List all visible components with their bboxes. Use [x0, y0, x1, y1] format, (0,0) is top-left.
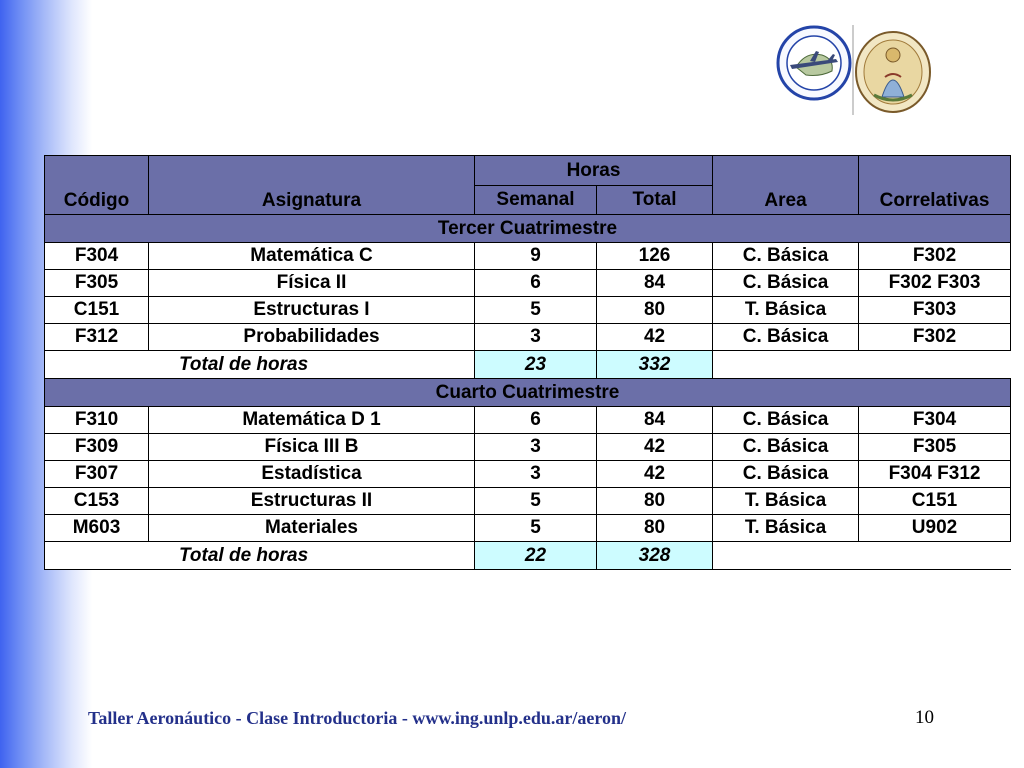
cell-area: T. Básica — [713, 515, 859, 542]
cell-asignatura: Matemática C — [149, 243, 475, 270]
cell-asignatura: Física III B — [149, 434, 475, 461]
table-row — [45, 515, 1011, 542]
section-title: Cuarto Cuatrimestre — [45, 379, 1011, 407]
total-total: 332 — [597, 351, 713, 379]
cell-correlativas: F305 — [859, 434, 1011, 461]
cell-total: 80 — [597, 515, 713, 542]
total-row — [45, 351, 1011, 379]
cell-asignatura: Estructuras II — [149, 488, 475, 515]
cell-correlativas: F304 — [859, 407, 1011, 434]
footer-text: Taller Aeronáutico - Clase Introductoria - www.ing.unlp.edu.ar/aeron/ — [88, 708, 627, 728]
cell-correlativas: C151 — [859, 488, 1011, 515]
cell-area: C. Básica — [713, 324, 859, 351]
cell-codigo: C153 — [45, 488, 149, 515]
table-row — [45, 488, 1011, 515]
total-total: 328 — [597, 542, 713, 570]
cell-asignatura: Estadística — [149, 461, 475, 488]
university-seal-logo — [852, 25, 932, 115]
cell-correlativas: F303 — [859, 297, 1011, 324]
table-row — [45, 324, 1011, 351]
page-number: 10 — [915, 707, 934, 728]
cell-codigo: M603 — [45, 515, 149, 542]
cell-total: 84 — [597, 270, 713, 297]
cell-area: C. Básica — [713, 407, 859, 434]
cell-codigo: F309 — [45, 434, 149, 461]
table-row — [45, 461, 1011, 488]
cell-asignatura: Materiales — [149, 515, 475, 542]
cell-area: C. Básica — [713, 434, 859, 461]
cell-total: 80 — [597, 297, 713, 324]
header-codigo: Código — [45, 156, 149, 215]
total-semanal: 22 — [475, 542, 597, 570]
aeronautics-department-logo — [776, 25, 852, 101]
cell-total: 80 — [597, 488, 713, 515]
cell-area: C. Básica — [713, 243, 859, 270]
cell-codigo: F312 — [45, 324, 149, 351]
cell-area: T. Básica — [713, 297, 859, 324]
cell-total: 84 — [597, 407, 713, 434]
cell-area: T. Básica — [713, 488, 859, 515]
table-row — [45, 434, 1011, 461]
cell-semanal: 3 — [475, 434, 597, 461]
cell-area: C. Básica — [713, 461, 859, 488]
header-area: Area — [713, 156, 859, 215]
total-label: Total de horas — [45, 542, 475, 570]
table-row — [45, 407, 1011, 434]
cell-codigo: F307 — [45, 461, 149, 488]
cell-codigo: F305 — [45, 270, 149, 297]
total-label: Total de horas — [45, 351, 475, 379]
header-total: Total — [597, 186, 713, 215]
cell-asignatura: Estructuras I — [149, 297, 475, 324]
section-header-row — [45, 379, 1011, 407]
section-title: Tercer Cuatrimestre — [45, 215, 1011, 243]
header-correlativas: Correlativas — [859, 156, 1011, 215]
cell-total: 42 — [597, 461, 713, 488]
header-semanal: Semanal — [475, 186, 597, 215]
cell-correlativas: F304 F312 — [859, 461, 1011, 488]
table-row — [45, 243, 1011, 270]
cell-codigo: C151 — [45, 297, 149, 324]
cell-codigo: F304 — [45, 243, 149, 270]
header-horas: Horas — [475, 156, 713, 186]
total-blank — [713, 351, 1011, 379]
header-asignatura: Asignatura — [149, 156, 475, 215]
cell-semanal: 5 — [475, 297, 597, 324]
total-row — [45, 542, 1011, 570]
cell-total: 42 — [597, 434, 713, 461]
cell-codigo: F310 — [45, 407, 149, 434]
table-row — [45, 297, 1011, 324]
course-plan-table — [44, 155, 1011, 570]
section-header-row — [45, 215, 1011, 243]
cell-asignatura: Matemática D 1 — [149, 407, 475, 434]
cell-semanal: 6 — [475, 407, 597, 434]
cell-correlativas: F302 F303 — [859, 270, 1011, 297]
total-blank — [713, 542, 1011, 570]
total-semanal: 23 — [475, 351, 597, 379]
cell-area: C. Básica — [713, 270, 859, 297]
cell-asignatura: Física II — [149, 270, 475, 297]
cell-total: 42 — [597, 324, 713, 351]
cell-semanal: 5 — [475, 515, 597, 542]
cell-total: 126 — [597, 243, 713, 270]
cell-semanal: 3 — [475, 461, 597, 488]
cell-correlativas: U902 — [859, 515, 1011, 542]
cell-semanal: 3 — [475, 324, 597, 351]
cell-semanal: 5 — [475, 488, 597, 515]
cell-correlativas: F302 — [859, 324, 1011, 351]
cell-semanal: 9 — [475, 243, 597, 270]
table-row — [45, 270, 1011, 297]
cell-asignatura: Probabilidades — [149, 324, 475, 351]
cell-correlativas: F302 — [859, 243, 1011, 270]
cell-semanal: 6 — [475, 270, 597, 297]
